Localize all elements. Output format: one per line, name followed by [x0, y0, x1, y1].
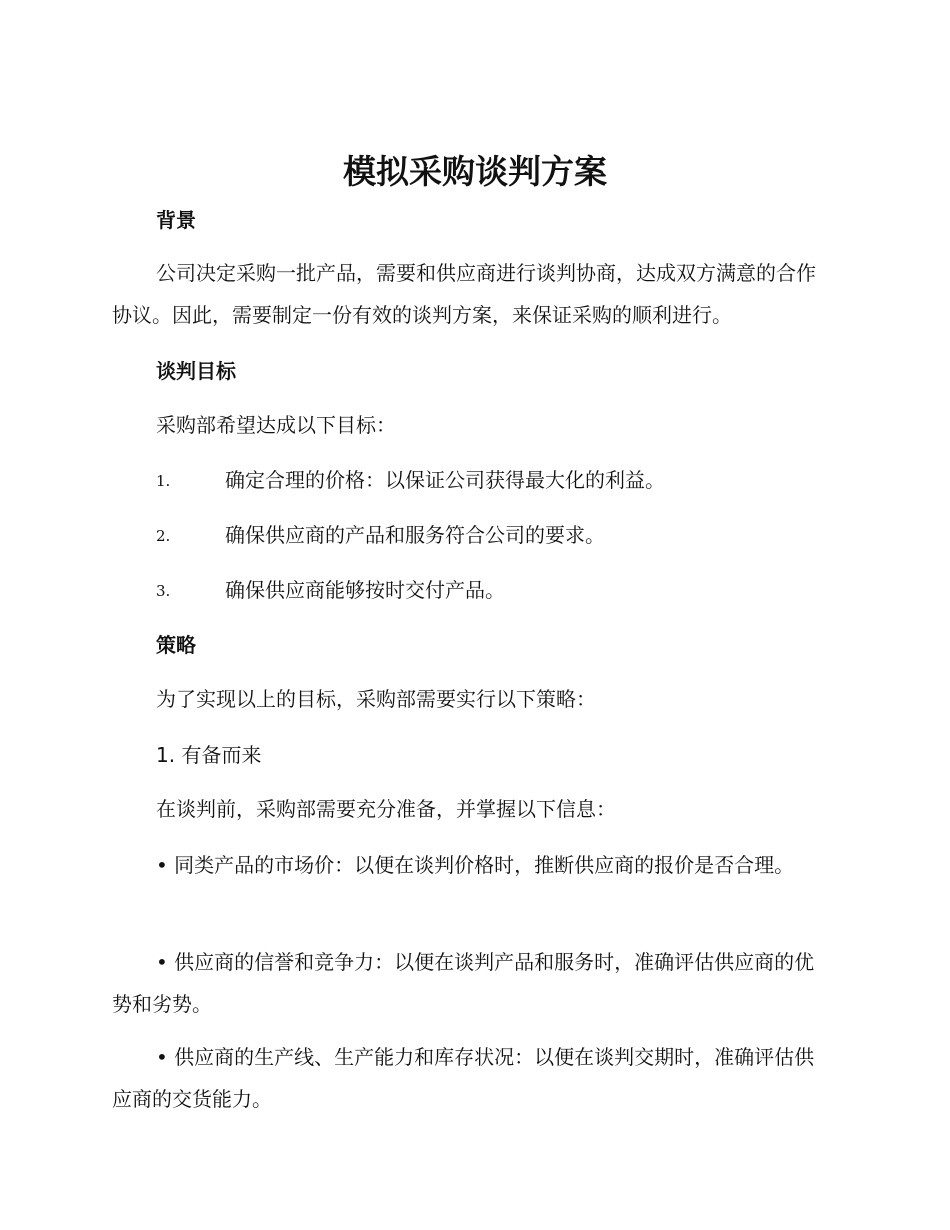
goal-item-text: 确保供应商的产品和服务符合公司的要求。	[225, 523, 605, 547]
strategy-intro: 为了实现以上的目标，采购部需要实行以下策略：	[156, 687, 596, 711]
goal-item-text: 确定合理的价格：以保证公司获得最大化的利益。	[225, 468, 665, 492]
goal-item-number: 2.	[156, 527, 171, 545]
goal-item-text: 确保供应商能够按时交付产品。	[225, 578, 505, 602]
document-title: 模拟采购谈判方案	[343, 152, 607, 191]
goal-item-number: 3.	[156, 582, 171, 600]
goals-intro: 采购部希望达成以下目标：	[156, 413, 396, 437]
heading-goals: 谈判目标	[156, 359, 236, 383]
strategy-bullet: • 供应商的生产线、生产能力和库存状况：以便在谈判交期时，准确评估供应商的交货能力。	[112, 1045, 815, 1111]
goal-item-number: 1.	[156, 472, 171, 490]
strategy-subheading: 1. 有备而来	[156, 743, 262, 767]
heading-strategy: 策略	[156, 633, 196, 657]
heading-background: 背景	[156, 208, 196, 232]
background-paragraph: 公司决定采购一批产品，需要和供应商进行谈判协商，达成双方满意的合作协议。因此，需要制定一份有效的谈判方案，来保证采购的顺利进行。	[112, 261, 816, 327]
strategy-sub-intro: 在谈判前，采购部需要充分准备，并掌握以下信息：	[156, 797, 616, 821]
strategy-bullet: • 同类产品的市场价：以便在谈判价格时，推断供应商的报价是否合理。	[156, 853, 795, 877]
strategy-bullet: • 供应商的信誉和竞争力：以便在谈判产品和服务时，准确评估供应商的优势和劣势。	[112, 950, 815, 1016]
